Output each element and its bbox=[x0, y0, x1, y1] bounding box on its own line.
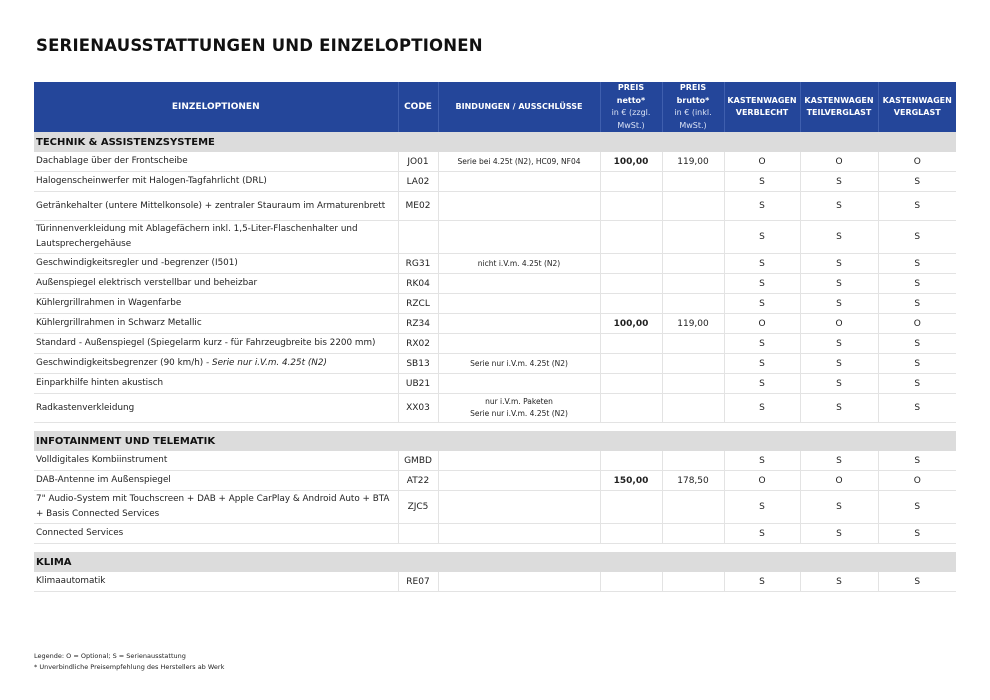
header-price-net bbox=[600, 82, 662, 132]
option-bindings bbox=[438, 274, 600, 294]
section-title: KLIMA bbox=[34, 552, 956, 572]
table-row bbox=[34, 394, 956, 423]
price-net bbox=[600, 572, 662, 592]
option-desc: Einparkhilfe hinten akustisch bbox=[34, 374, 398, 394]
availability-verglast: S bbox=[878, 491, 956, 524]
availability-verglast: S bbox=[878, 221, 956, 254]
header-variant-line: TEILVERGLAST bbox=[806, 108, 872, 117]
availability-verblecht: S bbox=[724, 524, 800, 544]
availability-verblecht: S bbox=[724, 354, 800, 374]
header-variant-line: KASTENWAGEN bbox=[804, 95, 874, 105]
price-gross bbox=[662, 524, 724, 544]
table-row bbox=[34, 274, 956, 294]
availability-teilverglast: S bbox=[800, 572, 878, 592]
availability-teilverglast: S bbox=[800, 491, 878, 524]
table-row bbox=[34, 192, 956, 221]
availability-verglast: S bbox=[878, 172, 956, 192]
availability-verglast: S bbox=[878, 334, 956, 354]
option-bindings: nicht i.V.m. 4.25t (N2) bbox=[438, 254, 600, 274]
option-code: RK04 bbox=[398, 274, 438, 294]
option-bindings bbox=[438, 172, 600, 192]
option-bindings bbox=[438, 334, 600, 354]
availability-verglast: S bbox=[878, 572, 956, 592]
price-net bbox=[600, 274, 662, 294]
price-gross bbox=[662, 294, 724, 314]
table-row bbox=[34, 354, 956, 374]
availability-teilverglast: S bbox=[800, 451, 878, 471]
option-desc: Halogenscheinwerfer mit Halogen-Tagfahrlicht (DRL) bbox=[34, 172, 398, 192]
option-bindings bbox=[438, 394, 600, 423]
price-net: 100,00 bbox=[600, 314, 662, 334]
header-price-net-sub: in € (zzgl. MwSt.) bbox=[611, 108, 651, 130]
option-code: SB13 bbox=[398, 354, 438, 374]
availability-verblecht: S bbox=[724, 491, 800, 524]
option-desc: Kühlergrillrahmen in Wagenfarbe bbox=[34, 294, 398, 314]
price-gross bbox=[662, 374, 724, 394]
option-desc: Getränkehalter (untere Mittelkonsole) + zentraler Stauraum im Armaturenbrett bbox=[34, 192, 398, 221]
option-desc: Kühlergrillrahmen in Schwarz Metallic bbox=[34, 314, 398, 334]
option-desc-note: - Serie nur i.V.m. 4.25t (N2) bbox=[203, 358, 327, 368]
options-table bbox=[34, 82, 956, 592]
option-bindings bbox=[438, 572, 600, 592]
option-code: RG31 bbox=[398, 254, 438, 274]
table-row bbox=[34, 491, 956, 524]
price-net bbox=[600, 254, 662, 274]
table-header-row bbox=[34, 82, 956, 132]
availability-teilverglast: S bbox=[800, 354, 878, 374]
price-net bbox=[600, 221, 662, 254]
header-variant-line: KASTENWAGEN bbox=[727, 95, 797, 105]
option-desc: Außenspiegel elektrisch verstellbar und beheizbar bbox=[34, 274, 398, 294]
option-code: LA02 bbox=[398, 172, 438, 192]
price-gross bbox=[662, 451, 724, 471]
header-bindings: BINDUNGEN / AUSSCHLÜSSE bbox=[438, 82, 600, 132]
availability-verglast: S bbox=[878, 524, 956, 544]
availability-verblecht: S bbox=[724, 274, 800, 294]
table-row bbox=[34, 152, 956, 172]
price-net bbox=[600, 192, 662, 221]
option-desc: Radkastenverkleidung bbox=[34, 394, 398, 423]
availability-verglast: S bbox=[878, 354, 956, 374]
price-net bbox=[600, 354, 662, 374]
availability-teilverglast: S bbox=[800, 192, 878, 221]
option-bindings bbox=[438, 491, 600, 524]
option-bindings bbox=[438, 314, 600, 334]
option-code bbox=[398, 221, 438, 254]
table-row bbox=[34, 314, 956, 334]
option-desc: DAB-Antenne im Außenspiegel bbox=[34, 471, 398, 491]
price-gross: 119,00 bbox=[662, 152, 724, 172]
availability-teilverglast: S bbox=[800, 294, 878, 314]
footer-notes bbox=[34, 651, 224, 673]
option-desc: Dachablage über der Frontscheibe bbox=[34, 152, 398, 172]
price-net bbox=[600, 451, 662, 471]
option-desc: Geschwindigkeitsregler und -begrenzer (I501) bbox=[34, 254, 398, 274]
availability-verglast: S bbox=[878, 254, 956, 274]
section-row bbox=[34, 431, 956, 451]
availability-teilverglast: S bbox=[800, 524, 878, 544]
price-net bbox=[600, 524, 662, 544]
option-code: RE07 bbox=[398, 572, 438, 592]
option-code: AT22 bbox=[398, 471, 438, 491]
option-desc: Connected Services bbox=[34, 524, 398, 544]
availability-verglast: S bbox=[878, 451, 956, 471]
section-spacer bbox=[34, 544, 956, 553]
table-row bbox=[34, 451, 956, 471]
availability-verblecht: S bbox=[724, 172, 800, 192]
availability-verblecht: S bbox=[724, 334, 800, 354]
availability-verblecht: S bbox=[724, 394, 800, 423]
availability-teilverglast: O bbox=[800, 471, 878, 491]
header-variant-line: KASTENWAGEN bbox=[882, 95, 952, 105]
option-bindings bbox=[438, 471, 600, 491]
option-bindings bbox=[438, 451, 600, 471]
price-gross bbox=[662, 334, 724, 354]
header-code: CODE bbox=[398, 82, 438, 132]
price-net bbox=[600, 491, 662, 524]
option-desc: Volldigitales Kombiinstrument bbox=[34, 451, 398, 471]
availability-teilverglast: S bbox=[800, 172, 878, 192]
availability-teilverglast: S bbox=[800, 334, 878, 354]
page-title: SERIENAUSSTATTUNGEN UND EINZELOPTIONEN bbox=[36, 36, 483, 55]
table-row bbox=[34, 294, 956, 314]
section-title: TECHNIK & ASSISTENZSYSTEME bbox=[34, 132, 956, 152]
option-code: XX03 bbox=[398, 394, 438, 423]
header-variant-teilverglast bbox=[800, 82, 878, 132]
option-code: JO01 bbox=[398, 152, 438, 172]
availability-verblecht: S bbox=[724, 192, 800, 221]
option-code: ME02 bbox=[398, 192, 438, 221]
availability-verglast: O bbox=[878, 471, 956, 491]
option-code: ZJC5 bbox=[398, 491, 438, 524]
header-price-gross-sub: in € (inkl. MwSt.) bbox=[674, 108, 712, 130]
option-code: RZCL bbox=[398, 294, 438, 314]
header-option: EINZELOPTIONEN bbox=[34, 82, 398, 132]
availability-verglast: S bbox=[878, 374, 956, 394]
availability-verglast: S bbox=[878, 274, 956, 294]
price-net bbox=[600, 294, 662, 314]
header-price-net-main: PREIS netto* bbox=[616, 83, 646, 105]
availability-verblecht: S bbox=[724, 221, 800, 254]
availability-verglast: O bbox=[878, 314, 956, 334]
option-desc: Türinnenverkleidung mit Ablagefächern inkl. 1,5-Liter-Flaschenhalter und Lautsprechergehäuse bbox=[34, 221, 398, 254]
price-footnote: * Unverbindliche Preisempfehlung des Herstellers ab Werk bbox=[34, 663, 225, 671]
price-gross bbox=[662, 221, 724, 254]
option-code: GMBD bbox=[398, 451, 438, 471]
header-price-gross bbox=[662, 82, 724, 132]
section-row bbox=[34, 132, 956, 152]
header-variant-line: VERGLAST bbox=[893, 108, 941, 117]
option-bindings bbox=[438, 524, 600, 544]
option-code: RX02 bbox=[398, 334, 438, 354]
option-bindings bbox=[438, 294, 600, 314]
price-net bbox=[600, 334, 662, 354]
option-bindings: Serie nur i.V.m. 4.25t (N2) bbox=[438, 354, 600, 374]
availability-verglast: S bbox=[878, 192, 956, 221]
header-variant-verblecht bbox=[724, 82, 800, 132]
price-gross bbox=[662, 172, 724, 192]
availability-verblecht: S bbox=[724, 294, 800, 314]
availability-verblecht: S bbox=[724, 451, 800, 471]
availability-verblecht: O bbox=[724, 314, 800, 334]
option-desc: Standard - Außenspiegel (Spiegelarm kurz - für Fahrzeugbreite bis 2200 mm) bbox=[34, 334, 398, 354]
availability-verblecht: S bbox=[724, 254, 800, 274]
availability-teilverglast: S bbox=[800, 394, 878, 423]
price-gross bbox=[662, 354, 724, 374]
availability-verglast: S bbox=[878, 294, 956, 314]
option-desc bbox=[34, 354, 398, 374]
section-row bbox=[34, 552, 956, 572]
availability-teilverglast: S bbox=[800, 374, 878, 394]
option-bindings bbox=[438, 192, 600, 221]
availability-teilverglast: S bbox=[800, 274, 878, 294]
table-row bbox=[34, 221, 956, 254]
legend-text: Legende: O = Optional; S = Serienausstattung bbox=[34, 652, 186, 660]
price-gross bbox=[662, 192, 724, 221]
header-variant-line: VERBLECHT bbox=[735, 108, 789, 117]
table-row bbox=[34, 334, 956, 354]
table-row bbox=[34, 374, 956, 394]
section-spacer bbox=[34, 423, 956, 432]
price-gross bbox=[662, 274, 724, 294]
table-row bbox=[34, 572, 956, 592]
price-gross bbox=[662, 491, 724, 524]
table-row bbox=[34, 524, 956, 544]
price-net bbox=[600, 394, 662, 423]
availability-teilverglast: O bbox=[800, 314, 878, 334]
table-row bbox=[34, 254, 956, 274]
availability-verblecht: S bbox=[724, 572, 800, 592]
availability-verblecht: O bbox=[724, 152, 800, 172]
option-desc-text: Geschwindigkeitsbegrenzer (90 km/h) bbox=[36, 358, 204, 368]
availability-verglast: O bbox=[878, 152, 956, 172]
option-desc: 7" Audio-System mit Touchscreen + DAB + Apple CarPlay & Android Auto + BTA + Basis Connected Services bbox=[34, 491, 398, 524]
option-bindings bbox=[438, 221, 600, 254]
availability-verglast: S bbox=[878, 394, 956, 423]
availability-verblecht: S bbox=[724, 374, 800, 394]
price-gross bbox=[662, 254, 724, 274]
price-gross bbox=[662, 394, 724, 423]
price-net: 150,00 bbox=[600, 471, 662, 491]
table-row bbox=[34, 172, 956, 192]
price-gross bbox=[662, 572, 724, 592]
option-code: RZ34 bbox=[398, 314, 438, 334]
price-net bbox=[600, 374, 662, 394]
option-bindings bbox=[438, 374, 600, 394]
option-code bbox=[398, 524, 438, 544]
header-variant-verglast bbox=[878, 82, 956, 132]
availability-verblecht: O bbox=[724, 471, 800, 491]
price-gross: 178,50 bbox=[662, 471, 724, 491]
price-net: 100,00 bbox=[600, 152, 662, 172]
price-net bbox=[600, 172, 662, 192]
section-title: INFOTAINMENT UND TELEMATIK bbox=[34, 431, 956, 451]
availability-teilverglast: S bbox=[800, 254, 878, 274]
option-bindings-line: nur i.V.m. Paketen bbox=[485, 397, 553, 406]
price-gross: 119,00 bbox=[662, 314, 724, 334]
option-bindings-line: Serie nur i.V.m. 4.25t (N2) bbox=[470, 409, 568, 418]
header-price-gross-main: PREIS brutto* bbox=[676, 83, 710, 105]
table-row bbox=[34, 471, 956, 491]
availability-teilverglast: S bbox=[800, 221, 878, 254]
option-bindings: Serie bei 4.25t (N2), HC09, NF04 bbox=[438, 152, 600, 172]
option-code: UB21 bbox=[398, 374, 438, 394]
option-desc: Klimaautomatik bbox=[34, 572, 398, 592]
availability-teilverglast: O bbox=[800, 152, 878, 172]
